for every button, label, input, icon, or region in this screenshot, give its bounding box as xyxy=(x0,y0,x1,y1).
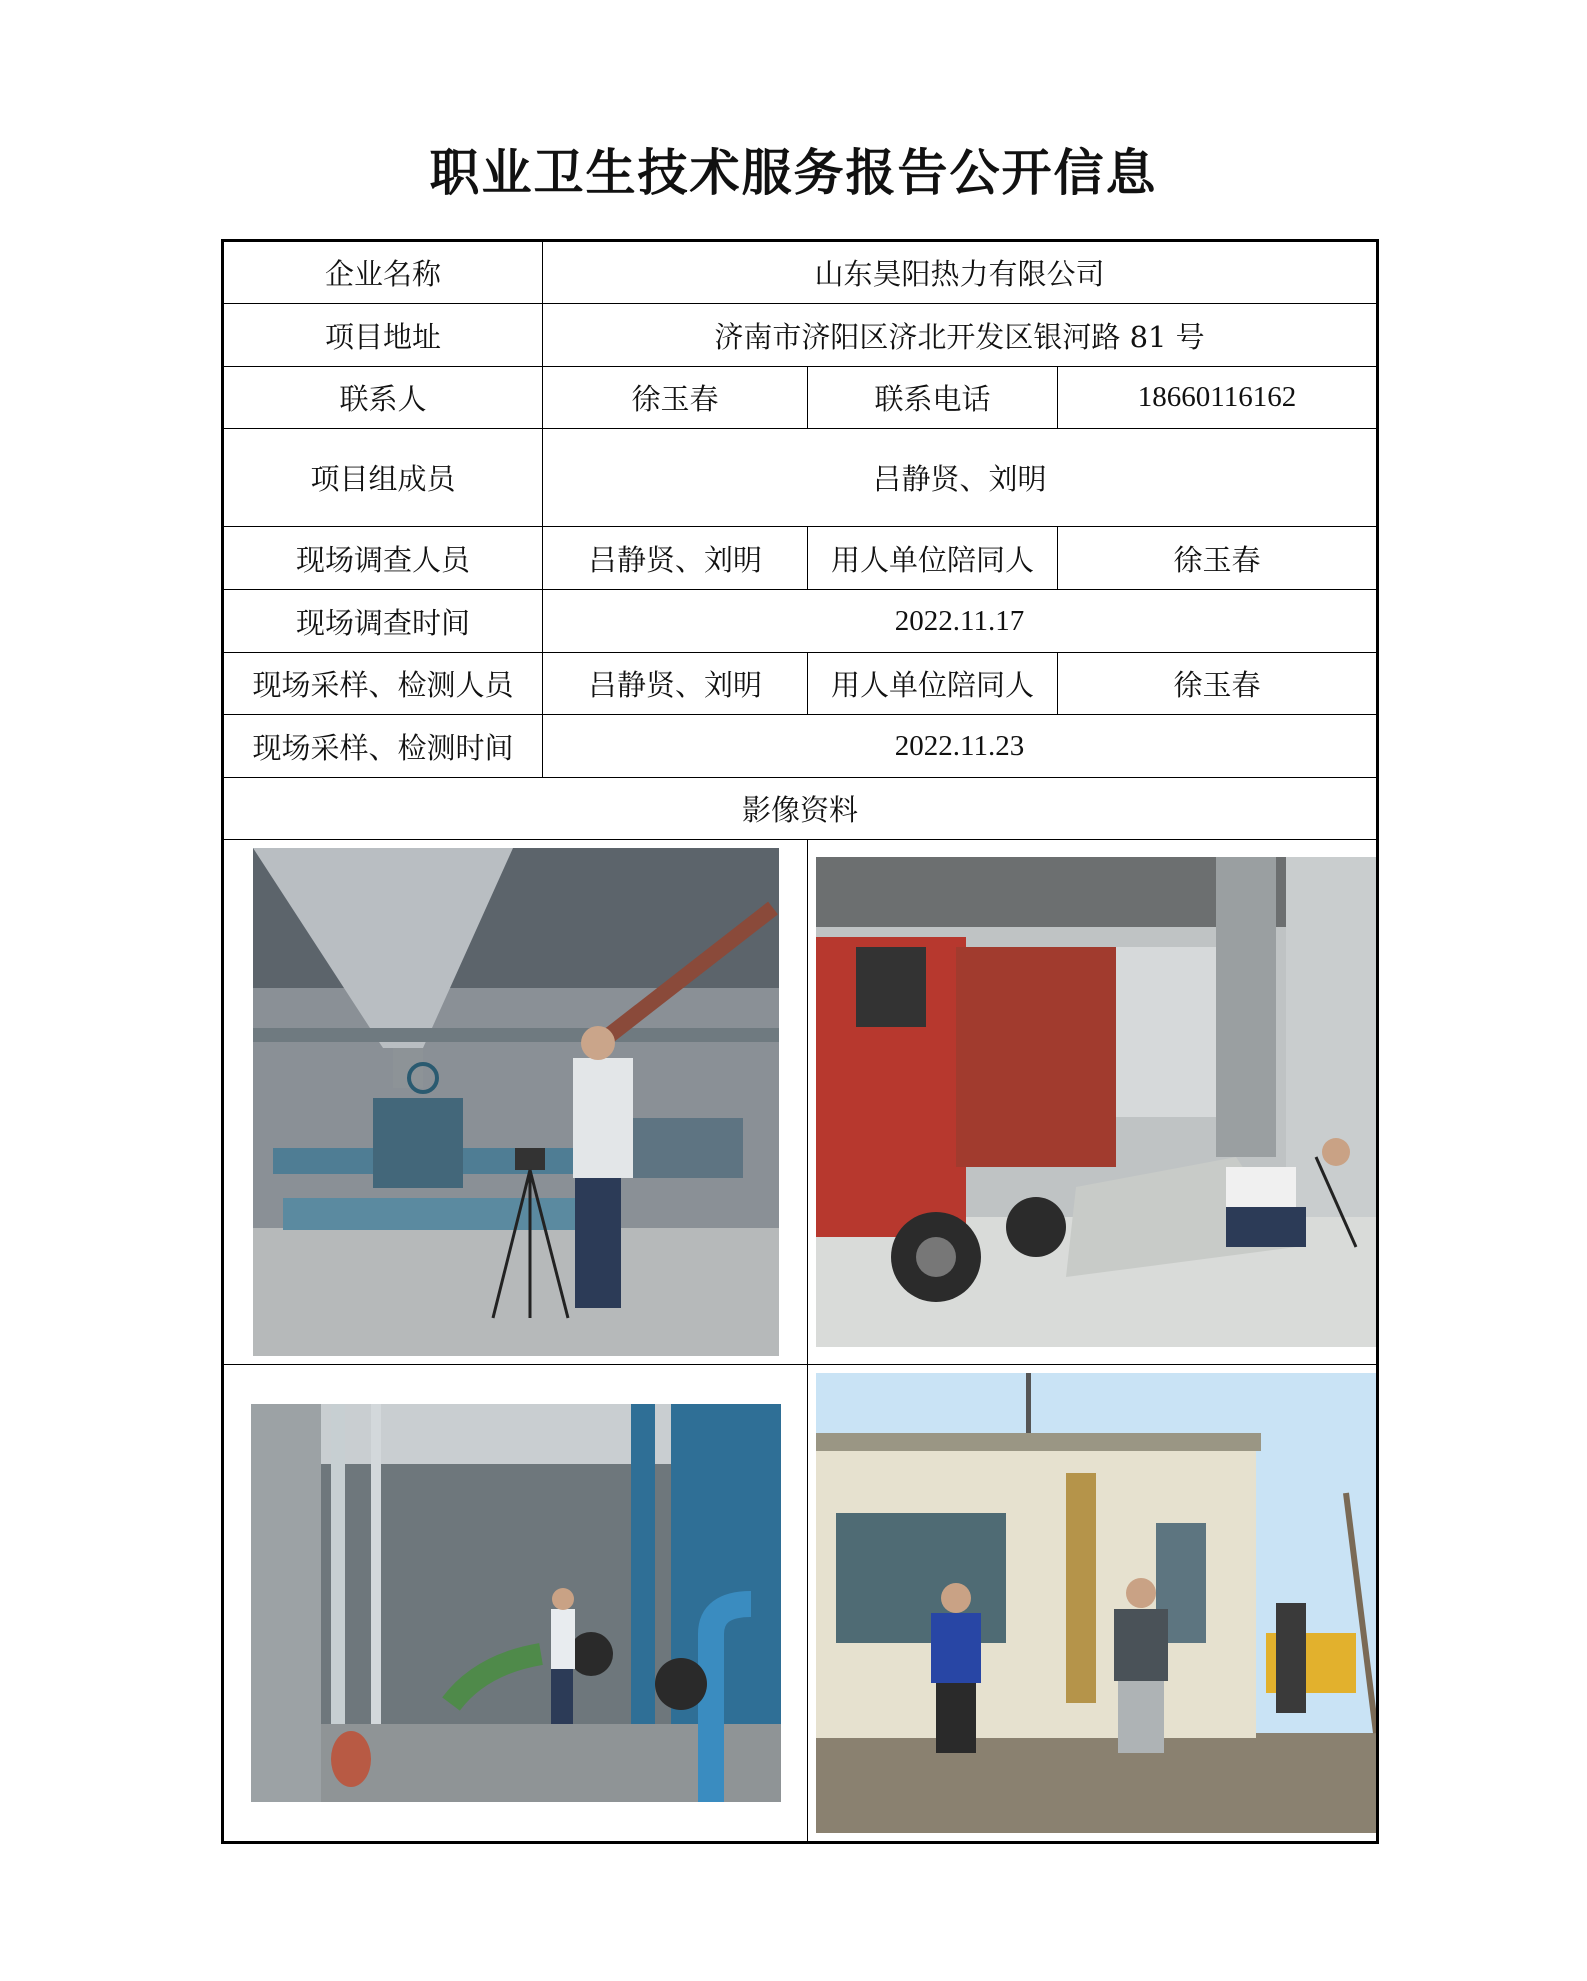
company-value: 山东昊阳热力有限公司 xyxy=(543,241,1378,304)
photo-truck-ash-sampling xyxy=(816,857,1378,1347)
sampling-staff-value: 吕静贤、刘明 xyxy=(543,653,808,715)
sampling-time-label: 现场采样、检测时间 xyxy=(223,715,543,778)
images-label: 影像资料 xyxy=(223,778,1378,840)
survey-staff-value: 吕静贤、刘明 xyxy=(543,527,808,590)
row-survey-time xyxy=(223,590,1378,653)
info-table xyxy=(221,239,1379,1844)
members-label: 项目组成员 xyxy=(223,429,543,527)
row-photos-2 xyxy=(223,1365,1378,1843)
row-company xyxy=(223,241,1378,304)
address-value: 济南市济阳区济北开发区银河路 81 号 xyxy=(543,304,1378,367)
survey-escort-label: 用人单位陪同人 xyxy=(808,527,1058,590)
sampling-time-value: 2022.11.23 xyxy=(543,715,1378,778)
photo-cell-3 xyxy=(223,1365,808,1843)
row-survey-staff xyxy=(223,527,1378,590)
row-contact xyxy=(223,367,1378,429)
members-value: 吕静贤、刘明 xyxy=(543,429,1378,527)
row-photos-1 xyxy=(223,840,1378,1365)
sampling-staff-label: 现场采样、检测人员 xyxy=(223,653,543,715)
survey-escort-value: 徐玉春 xyxy=(1058,527,1378,590)
page-title: 职业卫生技术服务报告公开信息 xyxy=(429,143,1158,202)
sampling-escort-value: 徐玉春 xyxy=(1058,653,1378,715)
photo-boiler-room-sampling xyxy=(253,848,779,1356)
photo-two-people-at-entrance xyxy=(816,1373,1378,1833)
address-label: 项目地址 xyxy=(223,304,543,367)
row-sampling-staff xyxy=(223,653,1378,715)
row-sampling-time xyxy=(223,715,1378,778)
photo-pump-room-inspection xyxy=(251,1404,781,1802)
photo-cell-1 xyxy=(223,840,808,1365)
row-images-header xyxy=(223,778,1378,840)
survey-staff-label: 现场调查人员 xyxy=(223,527,543,590)
survey-time-value: 2022.11.17 xyxy=(543,590,1378,653)
contact-label: 联系人 xyxy=(223,367,543,429)
row-members xyxy=(223,429,1378,527)
company-label: 企业名称 xyxy=(223,241,543,304)
photo-cell-4 xyxy=(808,1365,1378,1843)
sampling-escort-label: 用人单位陪同人 xyxy=(808,653,1058,715)
survey-time-label: 现场调查时间 xyxy=(223,590,543,653)
contact-value: 徐玉春 xyxy=(543,367,808,429)
phone-value: 18660116162 xyxy=(1058,367,1378,429)
photo-cell-2 xyxy=(808,840,1378,1365)
phone-label: 联系电话 xyxy=(808,367,1058,429)
row-address xyxy=(223,304,1378,367)
